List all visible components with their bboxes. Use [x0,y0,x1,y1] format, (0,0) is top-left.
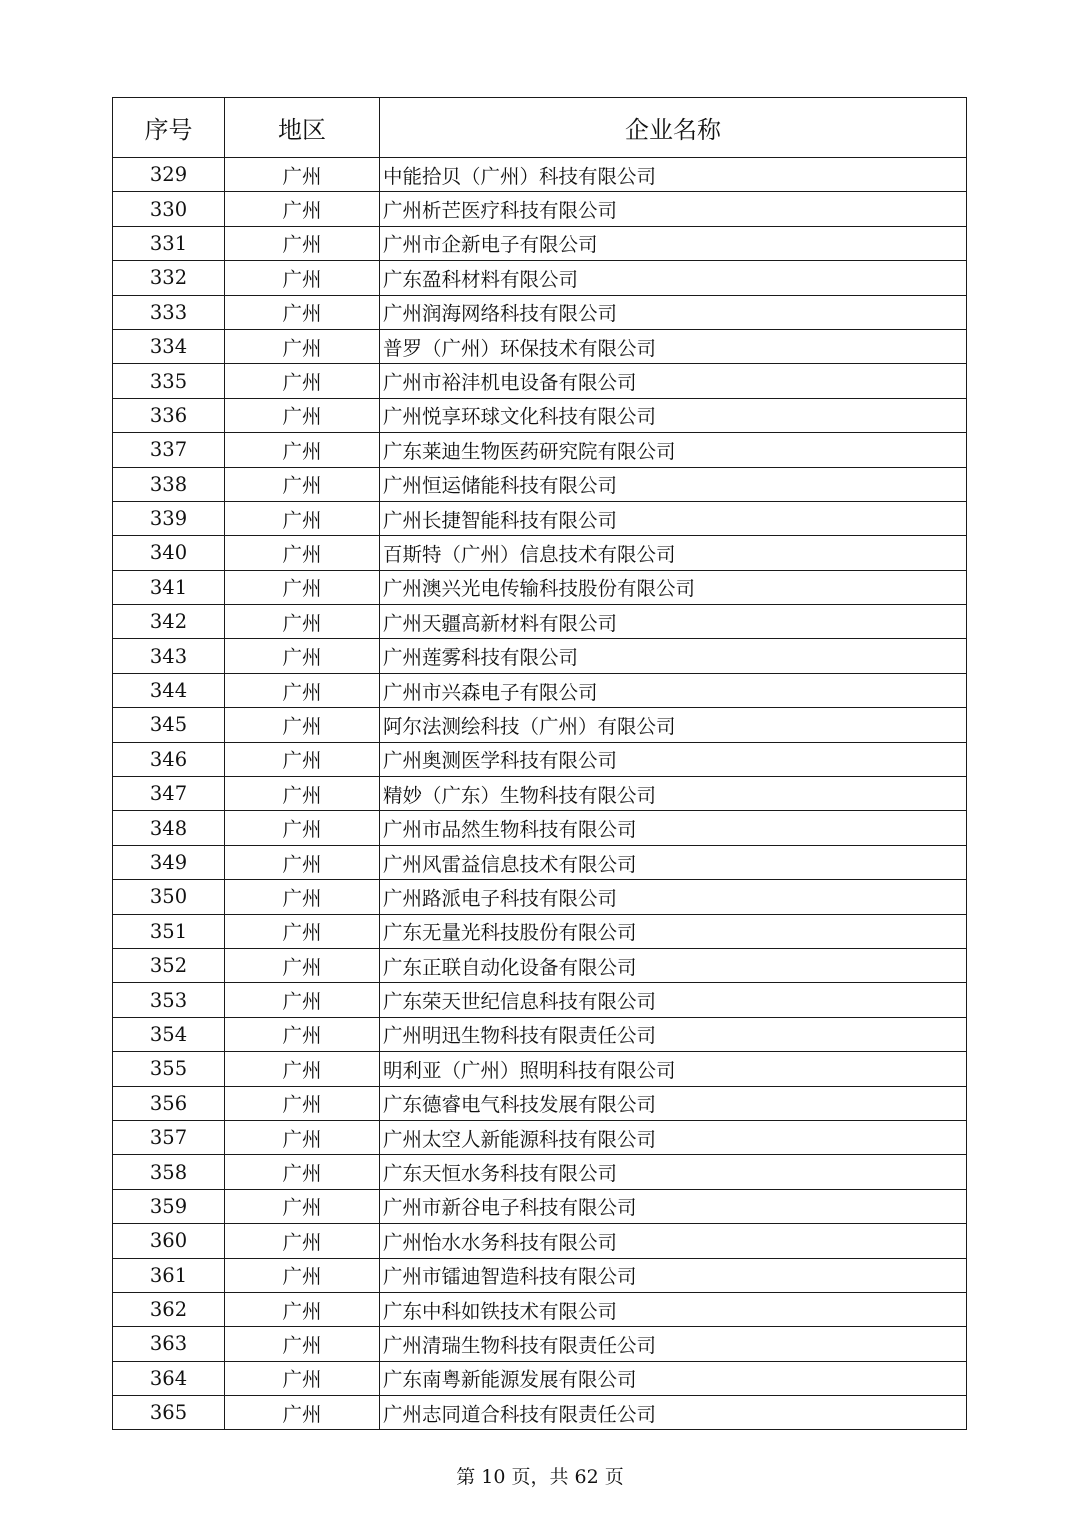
cell-company-name: 广州路派电子科技有限公司 [380,880,967,914]
cell-company-name: 广东盈科材料有限公司 [380,261,967,295]
cell-region: 广州 [225,536,380,570]
cell-company-name: 广州澳兴光电传输科技股份有限公司 [380,570,967,604]
header-company-name: 企业名称 [380,98,967,158]
cell-serial-number: 349 [113,845,225,879]
cell-serial-number: 342 [113,605,225,639]
table-row [113,433,967,467]
cell-serial-number: 358 [113,1155,225,1189]
cell-company-name: 广东莱迪生物医药研究院有限公司 [380,433,967,467]
cell-company-name: 广州明迅生物科技有限责任公司 [380,1017,967,1051]
table-row [113,845,967,879]
cell-serial-number: 341 [113,570,225,604]
cell-company-name: 广州市镭迪智造科技有限公司 [380,1258,967,1292]
cell-serial-number: 333 [113,295,225,329]
cell-serial-number: 353 [113,983,225,1017]
cell-serial-number: 336 [113,398,225,432]
cell-region: 广州 [225,364,380,398]
cell-company-name: 中能拾贝（广州）科技有限公司 [380,158,967,192]
table-row [113,605,967,639]
cell-serial-number: 361 [113,1258,225,1292]
table-body [113,158,967,1430]
cell-serial-number: 355 [113,1052,225,1086]
cell-region: 广州 [225,777,380,811]
cell-company-name: 广东南粤新能源发展有限公司 [380,1361,967,1395]
cell-serial-number: 338 [113,467,225,501]
cell-company-name: 广州市兴森电子有限公司 [380,673,967,707]
cell-region: 广州 [225,1361,380,1395]
cell-serial-number: 350 [113,880,225,914]
table-row [113,880,967,914]
cell-serial-number: 334 [113,329,225,363]
table-row [113,673,967,707]
table-row [113,1361,967,1395]
cell-company-name: 广州市企新电子有限公司 [380,226,967,260]
cell-region: 广州 [225,1120,380,1154]
cell-company-name: 广东中科如铁技术有限公司 [380,1292,967,1326]
cell-region: 广州 [225,983,380,1017]
cell-serial-number: 348 [113,811,225,845]
cell-region: 广州 [225,398,380,432]
cell-serial-number: 363 [113,1327,225,1361]
cell-serial-number: 354 [113,1017,225,1051]
cell-serial-number: 346 [113,742,225,776]
cell-region: 广州 [225,880,380,914]
cell-company-name: 广州太空人新能源科技有限公司 [380,1120,967,1154]
header-serial-number: 序号 [113,98,225,158]
table-row [113,261,967,295]
table-row [113,708,967,742]
cell-serial-number: 335 [113,364,225,398]
cell-serial-number: 364 [113,1361,225,1395]
cell-serial-number: 340 [113,536,225,570]
cell-serial-number: 360 [113,1224,225,1258]
table-row [113,1258,967,1292]
table-row [113,329,967,363]
cell-serial-number: 339 [113,501,225,535]
table-row [113,158,967,192]
cell-region: 广州 [225,1292,380,1326]
table-row [113,742,967,776]
cell-region: 广州 [225,639,380,673]
cell-serial-number: 332 [113,261,225,295]
cell-region: 广州 [225,261,380,295]
cell-region: 广州 [225,708,380,742]
cell-company-name: 广州润海网络科技有限公司 [380,295,967,329]
cell-region: 广州 [225,1396,380,1430]
cell-company-name: 百斯特（广州）信息技术有限公司 [380,536,967,570]
cell-serial-number: 351 [113,914,225,948]
cell-serial-number: 359 [113,1189,225,1223]
cell-region: 广州 [225,1258,380,1292]
table-row [113,1396,967,1430]
cell-company-name: 明利亚（广州）照明科技有限公司 [380,1052,967,1086]
cell-serial-number: 365 [113,1396,225,1430]
cell-serial-number: 357 [113,1120,225,1154]
cell-region: 广州 [225,1052,380,1086]
cell-serial-number: 331 [113,226,225,260]
cell-serial-number: 362 [113,1292,225,1326]
cell-region: 广州 [225,605,380,639]
cell-serial-number: 337 [113,433,225,467]
cell-company-name: 广州恒运储能科技有限公司 [380,467,967,501]
cell-company-name: 广州怡水水务科技有限公司 [380,1224,967,1258]
cell-region: 广州 [225,433,380,467]
table-row [113,536,967,570]
table-row [113,914,967,948]
cell-region: 广州 [225,742,380,776]
cell-region: 广州 [225,914,380,948]
cell-region: 广州 [225,501,380,535]
cell-region: 广州 [225,467,380,501]
cell-region: 广州 [225,158,380,192]
cell-company-name: 广州清瑞生物科技有限责任公司 [380,1327,967,1361]
cell-serial-number: 345 [113,708,225,742]
cell-region: 广州 [225,948,380,982]
table-row [113,570,967,604]
cell-company-name: 广东荣天世纪信息科技有限公司 [380,983,967,1017]
cell-serial-number: 329 [113,158,225,192]
cell-region: 广州 [225,1327,380,1361]
table-row [113,811,967,845]
header-row [113,98,967,158]
header-region: 地区 [225,98,380,158]
table-row [113,364,967,398]
table-row [113,1086,967,1120]
table-row [113,1052,967,1086]
table-row [113,639,967,673]
cell-company-name: 广州悦享环球文化科技有限公司 [380,398,967,432]
table-row [113,1155,967,1189]
cell-region: 广州 [225,226,380,260]
cell-region: 广州 [225,570,380,604]
cell-company-name: 广州奥测医学科技有限公司 [380,742,967,776]
cell-company-name: 广州市新谷电子科技有限公司 [380,1189,967,1223]
table-row [113,295,967,329]
cell-serial-number: 356 [113,1086,225,1120]
table-row [113,1224,967,1258]
cell-company-name: 广东德睿电气科技发展有限公司 [380,1086,967,1120]
page-number-footer: 第 10 页，共 62 页 [456,1466,624,1488]
cell-region: 广州 [225,1224,380,1258]
cell-serial-number: 352 [113,948,225,982]
cell-company-name: 广州析芒医疗科技有限公司 [380,192,967,226]
cell-region: 广州 [225,1086,380,1120]
cell-region: 广州 [225,1189,380,1223]
table-row [113,1017,967,1051]
table-header [113,98,967,158]
cell-company-name: 广州莲雾科技有限公司 [380,639,967,673]
table-row [113,192,967,226]
table-row [113,398,967,432]
table-row [113,983,967,1017]
cell-region: 广州 [225,329,380,363]
cell-company-name: 广东天恒水务科技有限公司 [380,1155,967,1189]
company-table [112,97,967,1430]
table-row [113,1292,967,1326]
cell-region: 广州 [225,845,380,879]
cell-company-name: 广州风雷益信息技术有限公司 [380,845,967,879]
cell-company-name: 广东正联自动化设备有限公司 [380,948,967,982]
table-row [113,948,967,982]
cell-company-name: 精妙（广东）生物科技有限公司 [380,777,967,811]
table-row [113,501,967,535]
cell-company-name: 广州市裕沣机电设备有限公司 [380,364,967,398]
table-row [113,777,967,811]
cell-serial-number: 344 [113,673,225,707]
cell-serial-number: 330 [113,192,225,226]
table-row [113,1189,967,1223]
cell-company-name: 广州天疆高新材料有限公司 [380,605,967,639]
cell-company-name: 广东无量光科技股份有限公司 [380,914,967,948]
table-row [113,467,967,501]
table-row [113,226,967,260]
cell-company-name: 广州长捷智能科技有限公司 [380,501,967,535]
cell-region: 广州 [225,811,380,845]
cell-company-name: 广州志同道合科技有限责任公司 [380,1396,967,1430]
cell-region: 广州 [225,192,380,226]
table-row [113,1120,967,1154]
cell-serial-number: 343 [113,639,225,673]
cell-serial-number: 347 [113,777,225,811]
cell-company-name: 阿尔法测绘科技（广州）有限公司 [380,708,967,742]
table-row [113,1327,967,1361]
cell-region: 广州 [225,673,380,707]
cell-region: 广州 [225,1017,380,1051]
cell-company-name: 普罗（广州）环保技术有限公司 [380,329,967,363]
cell-region: 广州 [225,295,380,329]
cell-company-name: 广州市品然生物科技有限公司 [380,811,967,845]
cell-region: 广州 [225,1155,380,1189]
